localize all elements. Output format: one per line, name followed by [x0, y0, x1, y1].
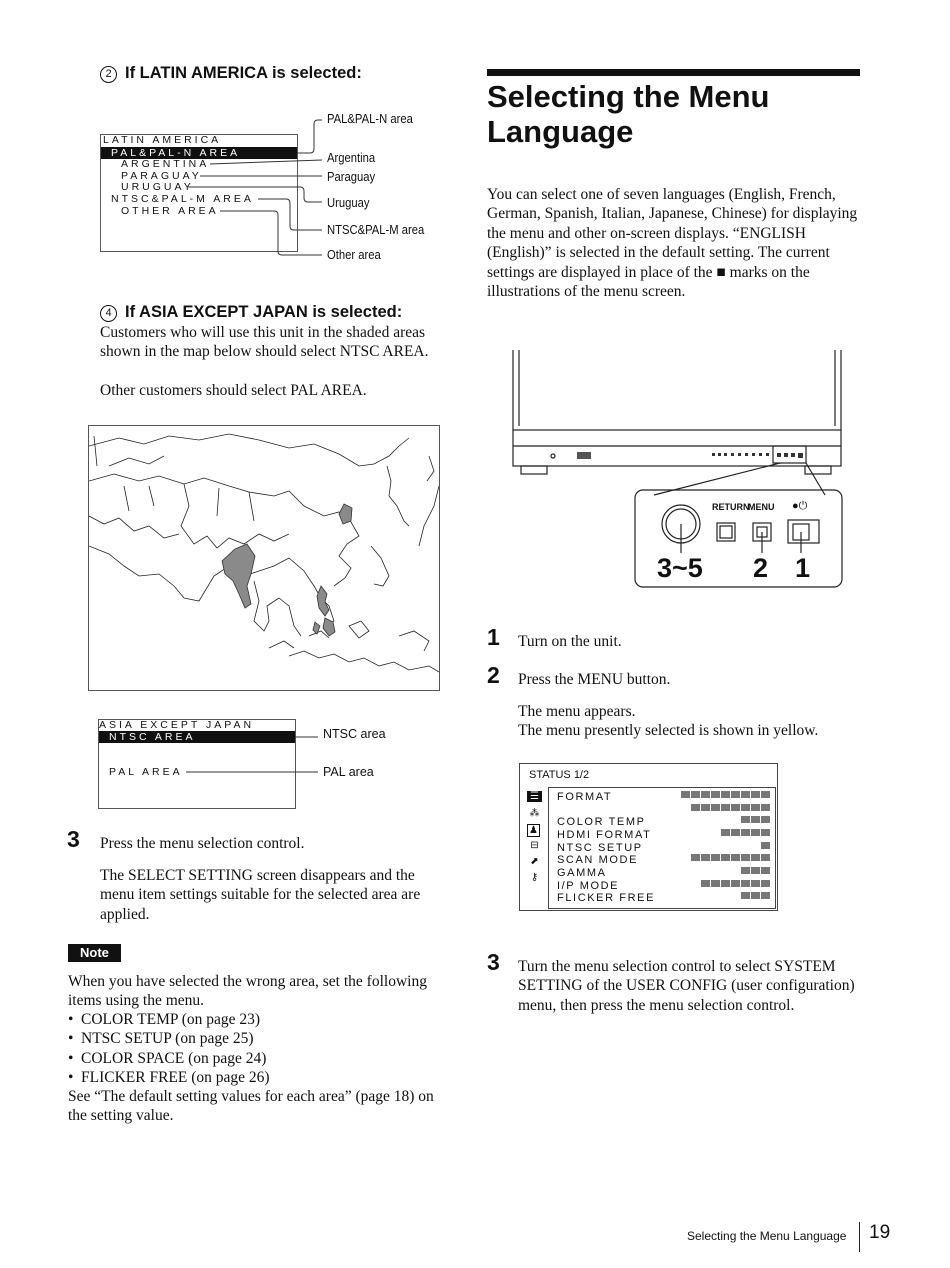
intro-paragraph: You can select one of seven languages (English, French, German, Spanish, Italian, Japanese, Chinese) for displaying the menu and other on-screen displays. “ENGLISH (English)” is selected in the default setting. The current settings are displayed in place of the ■ marks on the illustrations of the menu screen.: [487, 186, 858, 301]
callout-pal-area: PAL area: [323, 765, 374, 779]
asia-callout-lines: [0, 700, 330, 790]
value-block: [721, 880, 730, 887]
asia-map-drawing: [89, 426, 439, 690]
return-label: RETURN: [712, 502, 750, 512]
value-block: [761, 880, 770, 887]
callout-uruguay: Uruguay: [327, 196, 370, 210]
note-list-item: • COLOR SPACE (on page 24): [68, 1049, 267, 1067]
setting-value: [740, 867, 770, 874]
step-text: Press the menu selection control.: [100, 835, 305, 852]
callout-argentina: Argentina: [327, 151, 376, 165]
note-intro: When you have selected the wrong area, set the following items using the menu.: [68, 973, 427, 1010]
value-block: [721, 854, 730, 861]
value-block: [721, 804, 730, 811]
callout-ntsc-pal-m: NTSC&PAL-M area: [327, 223, 425, 237]
value-block: [711, 791, 720, 798]
latin-menu-item-selected: PAL&PAL-N AREA: [101, 147, 297, 159]
circled-number: 4: [100, 305, 117, 322]
value-block: [761, 829, 770, 836]
value-block: [741, 867, 750, 874]
status-row: HDMI FORMAT: [557, 829, 770, 841]
value-block: [731, 880, 740, 887]
asia-map: [88, 425, 440, 691]
value-block: [761, 842, 770, 849]
status-row: FORMAT: [557, 791, 770, 803]
value-block: [761, 791, 770, 798]
person-icon: ♟: [527, 824, 540, 837]
toolbox-icon: ⊟: [530, 840, 539, 851]
arrow-icon: ⬈: [530, 856, 539, 867]
value-block: [741, 816, 750, 823]
callout-2: 2: [753, 553, 769, 583]
value-block: [731, 829, 740, 836]
status-row: COLOR TEMP: [557, 816, 770, 828]
status-row: [557, 804, 770, 816]
setting-value: [740, 816, 770, 823]
asia-heading: [100, 303, 402, 322]
status-row: FLICKER FREE: [557, 892, 770, 904]
value-block: [761, 867, 770, 874]
setting-value: [690, 854, 770, 861]
value-block: [721, 791, 730, 798]
footer-section-name: Selecting the Menu Language: [687, 1229, 847, 1243]
setting-value: [700, 880, 770, 887]
value-block: [741, 880, 750, 887]
page-title: Selecting the Menu Language: [487, 79, 770, 149]
value-block: [701, 791, 710, 798]
value-block: [751, 791, 760, 798]
setting-value: [740, 892, 770, 899]
key-icon: ⚷: [530, 872, 539, 883]
footer-divider: [859, 1222, 860, 1252]
value-block: [751, 854, 760, 861]
value-block: [761, 816, 770, 823]
setting-value: [680, 791, 770, 798]
step-number: 3: [67, 826, 80, 852]
value-block: [751, 880, 760, 887]
note-outro: See “The default setting values for each area” (page 18) on the setting value.: [68, 1088, 434, 1125]
latin-menu-title: LATIN AMERICA: [103, 134, 222, 146]
asia-paragraph: Other customers should select PAL AREA.: [100, 382, 367, 399]
status-menu-title: STATUS 1/2: [529, 769, 590, 781]
status-row: GAMMA: [557, 867, 770, 879]
step-number: 2: [487, 662, 500, 688]
status-list-icon: ☰: [527, 791, 542, 802]
heading-text: If LATIN AMERICA is selected:: [125, 64, 362, 82]
power-label: ●⏻: [792, 500, 808, 512]
step-detail: The SELECT SETTING screen disappears and the menu item settings suitable for the selected area are applied.: [100, 867, 421, 923]
value-block: [691, 854, 700, 861]
value-block: [711, 854, 720, 861]
callout-ntsc-area: NTSC area: [323, 727, 386, 741]
note-list: [68, 1010, 270, 1088]
note-list-item: • COLOR TEMP (on page 23): [68, 1011, 261, 1028]
asia-menu-item: PAL AREA: [109, 766, 183, 778]
note-list-item: • FLICKER FREE (on page 26): [68, 1069, 270, 1087]
callout-pal-n: PAL&PAL-N area: [327, 112, 413, 126]
menu-label: MENU: [748, 502, 775, 512]
page-number: 19: [869, 1222, 891, 1243]
callout-paraguay: Paraguay: [327, 170, 376, 184]
setting-value: [690, 804, 770, 811]
callout-3-5: 3~5: [657, 553, 703, 583]
value-block: [691, 791, 700, 798]
value-block: [701, 804, 710, 811]
value-block: [761, 804, 770, 811]
latin-menu-item: ARGENTINA: [121, 158, 210, 170]
asia-menu-title: ASIA EXCEPT JAPAN: [99, 719, 255, 731]
circled-number: 2: [100, 66, 117, 83]
value-block: [731, 804, 740, 811]
value-block: [751, 829, 760, 836]
note-list-item: • NTSC SETUP (on page 25): [68, 1030, 254, 1048]
step-detail: The menu presently selected is shown in yellow.: [518, 722, 819, 739]
status-row: SCAN MODE: [557, 854, 770, 866]
callout-other: Other area: [327, 248, 381, 262]
setting-value: [720, 829, 770, 836]
heading-text: If ASIA EXCEPT JAPAN is selected:: [125, 303, 403, 321]
value-block: [731, 791, 740, 798]
value-block: [741, 892, 750, 899]
step-text: Press the MENU button.: [518, 671, 671, 688]
value-block: [751, 816, 760, 823]
step-text: Turn on the unit.: [518, 633, 622, 650]
value-block: [751, 892, 760, 899]
front-panel-buttons: [712, 453, 803, 458]
status-row: NTSC SETUP: [557, 842, 770, 854]
value-block: [741, 829, 750, 836]
asia-menu-item-selected: NTSC AREA: [99, 731, 295, 743]
value-block: [741, 854, 750, 861]
value-block: [751, 867, 760, 874]
latin-menu-item: NTSC&PAL-M AREA: [111, 193, 254, 205]
value-block: [691, 804, 700, 811]
step-text: Turn the menu selection control to select SYSTEM SETTING of the USER CONFIG (user configuration) menu, then press the menu selection control.: [518, 958, 855, 1014]
color-nodes-icon: ⁂: [529, 808, 540, 819]
latin-menu-item: URUGUAY: [121, 181, 194, 193]
callout-1: 1: [795, 553, 811, 583]
title-rule: [487, 69, 860, 76]
value-block: [741, 791, 750, 798]
value-block: [681, 791, 690, 798]
step-detail: The menu appears.: [518, 703, 636, 720]
value-block: [711, 804, 720, 811]
step-number: 3: [487, 949, 500, 975]
setting-value: [760, 842, 770, 849]
value-block: [761, 854, 770, 861]
asia-paragraph: Customers who will use this unit in the shaded areas shown in the map below should select NTSC AREA.: [100, 324, 429, 361]
value-block: [721, 829, 730, 836]
value-block: [711, 880, 720, 887]
note-label: Note: [68, 944, 121, 962]
value-block: [701, 854, 710, 861]
latin-menu-item: PARAGUAY: [121, 170, 202, 182]
value-block: [761, 892, 770, 899]
value-block: [741, 804, 750, 811]
value-block: [751, 804, 760, 811]
latin-menu-item: OTHER AREA: [121, 205, 219, 217]
step-number: 1: [487, 624, 500, 650]
status-row: I/P MODE: [557, 880, 770, 892]
value-block: [731, 854, 740, 861]
value-block: [701, 880, 710, 887]
